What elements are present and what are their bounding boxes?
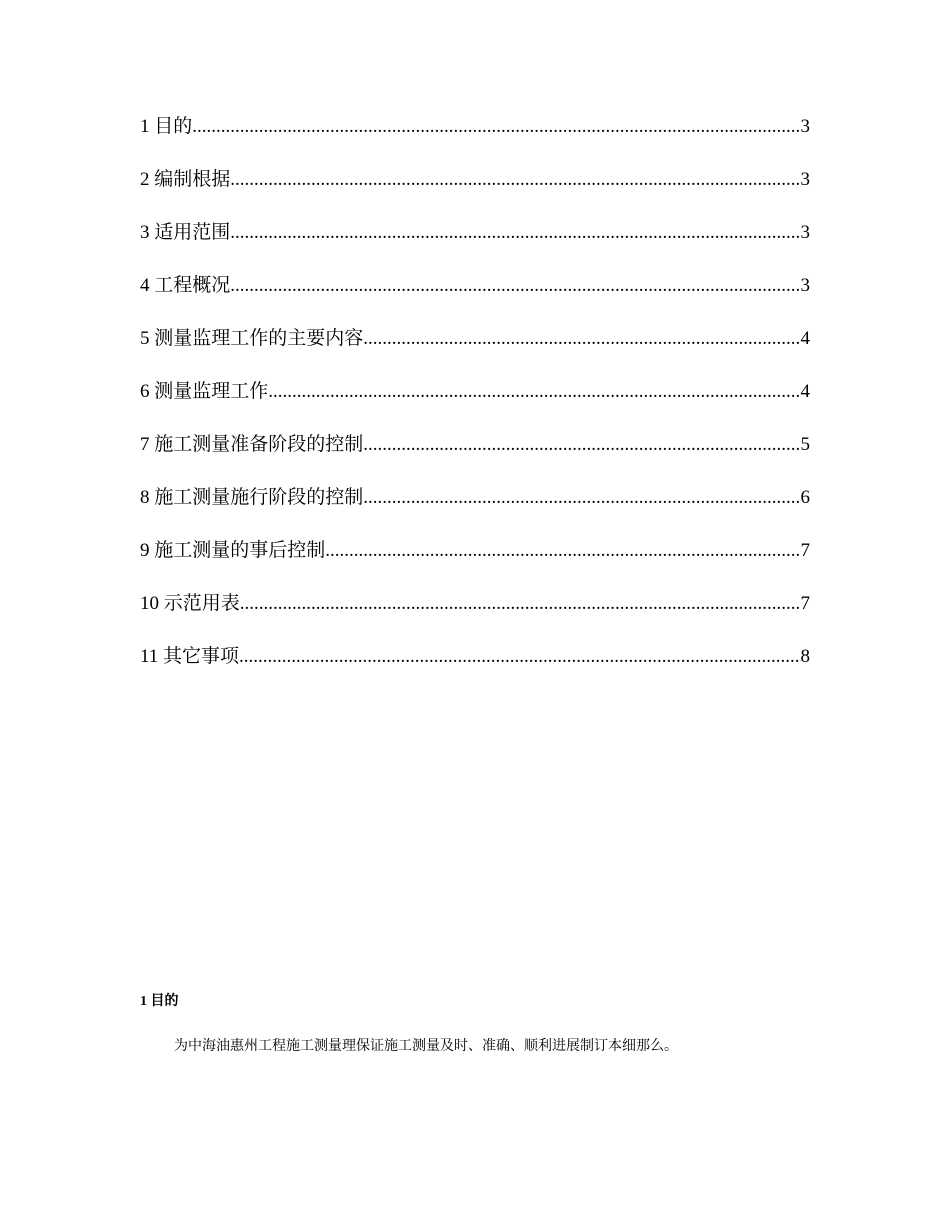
toc-entry-title: 11 其它事项 [140, 646, 240, 667]
toc-entry-title: 4 工程概况 [140, 275, 231, 296]
toc-entry[interactable] [140, 165, 810, 218]
toc-entry-title: 5 测量监理工作的主要内容 [140, 328, 364, 349]
toc-dot-leader [230, 165, 800, 195]
toc-dot-leader [240, 589, 801, 619]
toc-dot-leader [239, 642, 800, 672]
toc-entry[interactable] [140, 536, 810, 589]
toc-entry-page: 5 [800, 434, 810, 455]
toc-entry-title: 3 适用范围 [140, 222, 231, 243]
toc-entry-page: 7 [800, 593, 810, 614]
toc-entry-title: 10 示范用表 [140, 593, 240, 614]
toc-entry-page: 4 [800, 328, 810, 349]
toc-entry-page: 3 [800, 116, 810, 137]
toc-entry[interactable] [140, 218, 810, 271]
toc-entry-page: 8 [800, 646, 810, 667]
toc-entry[interactable] [140, 483, 810, 536]
toc-dot-leader [363, 324, 800, 354]
toc-entry-page: 3 [800, 222, 810, 243]
toc-entry-page: 3 [800, 169, 810, 190]
toc-entry[interactable] [140, 430, 810, 483]
toc-entry-page: 6 [800, 487, 810, 508]
toc-dot-leader [363, 483, 800, 513]
toc-dot-leader [363, 430, 800, 460]
toc-entry[interactable] [140, 271, 810, 324]
toc-dot-leader [268, 377, 800, 407]
toc-dot-leader [192, 112, 800, 142]
toc-entry-page: 3 [800, 275, 810, 296]
toc-entry-title: 7 施工测量准备阶段的控制 [140, 434, 364, 455]
toc-entry[interactable] [140, 642, 810, 695]
toc-entry-title: 8 施工测量施行阶段的控制 [140, 487, 364, 508]
toc-dot-leader [325, 536, 800, 566]
toc-entry-title: 9 施工测量的事后控制 [140, 540, 326, 561]
toc-entry[interactable] [140, 324, 810, 377]
section-heading: 1 目的 [140, 994, 179, 1009]
toc-entry[interactable] [140, 377, 810, 430]
section-paragraph: 为中海油惠州工程施工测量理保证施工测量及时、准确、顺利进展制订本细那么。 [174, 1039, 678, 1054]
toc-entry-title: 1 目的 [140, 116, 193, 137]
toc-entry-title: 6 测量监理工作 [140, 381, 269, 402]
toc-entry[interactable] [140, 589, 810, 642]
toc-dot-leader [230, 218, 800, 248]
table-of-contents [140, 112, 810, 695]
toc-entry-title: 2 编制根据 [140, 169, 231, 190]
toc-entry-page: 7 [800, 540, 810, 561]
toc-dot-leader [230, 271, 800, 301]
toc-entry-page: 4 [800, 381, 810, 402]
toc-entry[interactable] [140, 112, 810, 165]
